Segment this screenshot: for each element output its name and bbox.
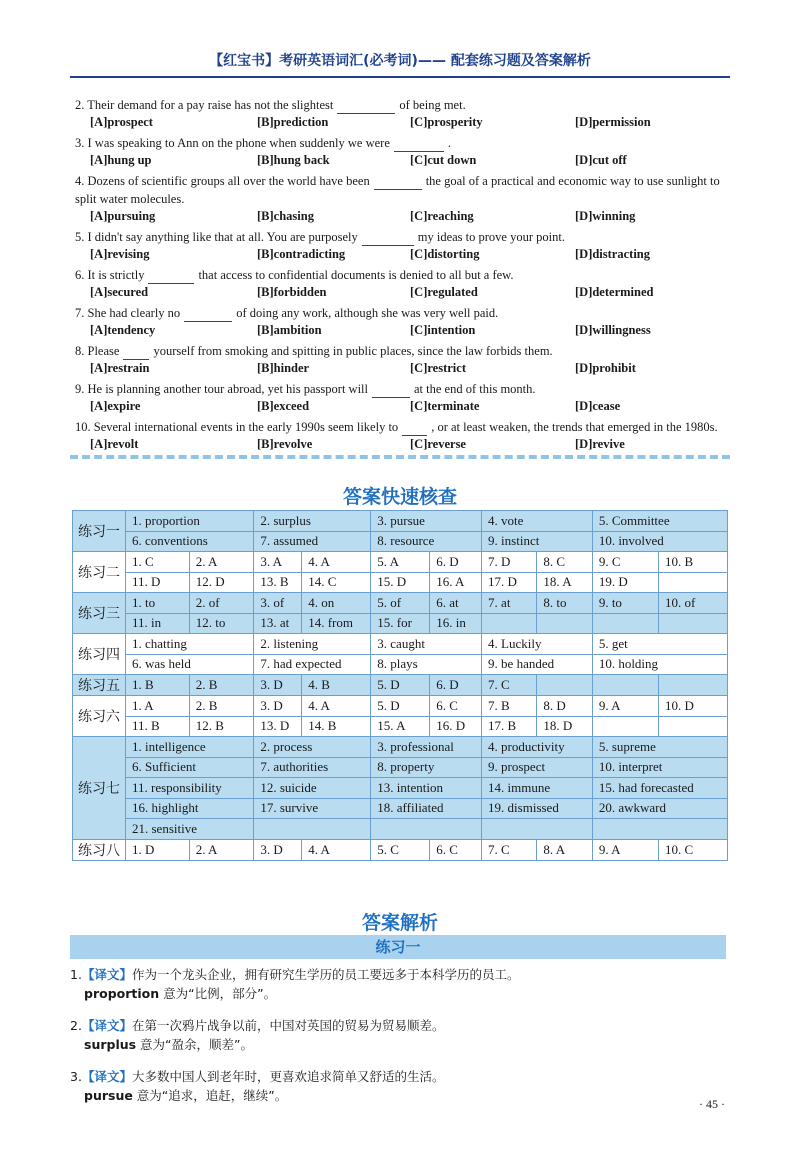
answer-cell: 9. be handed bbox=[482, 654, 593, 675]
answer-row bbox=[73, 675, 728, 696]
stem-text: , or at least weaken, the trends that emerged in the 1980s. bbox=[431, 420, 718, 434]
analysis-title: 答案解析 bbox=[361, 912, 438, 934]
stem-text: at the end of this month. bbox=[414, 382, 536, 396]
answer-cell: 17. B bbox=[482, 716, 537, 737]
answer-cell: 13. at bbox=[254, 613, 302, 634]
answer-row bbox=[73, 757, 728, 778]
option-a: [A]revising bbox=[90, 247, 150, 261]
stem-text: my ideas to prove your point. bbox=[417, 230, 565, 244]
answer-cell: 5. supreme bbox=[592, 737, 727, 758]
question-stem bbox=[75, 380, 735, 398]
answer-cell: 6. D bbox=[430, 552, 482, 573]
answer-cell: 6. C bbox=[430, 696, 482, 717]
item-number: 2. bbox=[70, 1018, 82, 1033]
stem-text: of being met. bbox=[399, 98, 466, 112]
option-b: [B]revolve bbox=[257, 437, 313, 451]
answer-cell: 10. interpret bbox=[592, 757, 727, 778]
answer-blank bbox=[337, 100, 395, 114]
answer-cell bbox=[254, 819, 371, 840]
option-row bbox=[75, 114, 735, 133]
answer-cell: 16. A bbox=[430, 572, 482, 593]
option-c: [C]prosperity bbox=[410, 115, 483, 129]
option-d: [D]cut off bbox=[575, 153, 627, 167]
answer-cell: 15. for bbox=[371, 613, 430, 634]
option-a: [A]tendency bbox=[90, 323, 156, 337]
answer-cell: 10. B bbox=[659, 552, 728, 573]
answer-cell: 6. was held bbox=[126, 654, 254, 675]
answer-cell bbox=[482, 613, 537, 634]
vocab-meaning: 意为“追求，追赶，继续”。 bbox=[132, 1088, 288, 1103]
answer-cell: 4. vote bbox=[482, 511, 593, 532]
answer-cell: 4. productivity bbox=[482, 737, 593, 758]
exercise-label: 练习五 bbox=[73, 675, 126, 696]
answer-cell: 16. in bbox=[430, 613, 482, 634]
question-item bbox=[75, 342, 735, 379]
answer-cell: 2. B bbox=[189, 696, 254, 717]
option-d: [D]willingness bbox=[575, 323, 651, 337]
answer-cell: 1. intelligence bbox=[126, 737, 254, 758]
option-row bbox=[75, 246, 735, 265]
answer-cell bbox=[592, 675, 658, 696]
option-c: [C]restrict bbox=[410, 361, 466, 375]
answer-cell: 12. B bbox=[189, 716, 254, 737]
answer-cell: 1. chatting bbox=[126, 634, 254, 655]
answer-table bbox=[72, 510, 728, 861]
answer-cell: 2. listening bbox=[254, 634, 371, 655]
option-a: [A]expire bbox=[90, 399, 141, 413]
translation-line bbox=[70, 1067, 730, 1086]
answer-cell: 3. A bbox=[254, 552, 302, 573]
answer-row bbox=[73, 511, 728, 532]
exercise-label: 练习七 bbox=[73, 737, 126, 840]
answer-cell: 4. A bbox=[302, 696, 371, 717]
exercise-label: 练习三 bbox=[73, 593, 126, 634]
answer-cell: 9. A bbox=[592, 839, 658, 860]
answer-cell: 13. B bbox=[254, 572, 302, 593]
answer-cell: 3. of bbox=[254, 593, 302, 614]
answer-cell: 4. A bbox=[302, 839, 371, 860]
answer-cell bbox=[537, 613, 592, 634]
exercise-label: 练习六 bbox=[73, 696, 126, 737]
option-a: [A]secured bbox=[90, 285, 149, 299]
answer-cell: 9. to bbox=[592, 593, 658, 614]
option-row bbox=[75, 436, 735, 455]
vocab-word: pursue bbox=[84, 1088, 133, 1103]
answer-cell: 3. D bbox=[254, 696, 302, 717]
question-item bbox=[75, 96, 735, 133]
answer-cell: 2. process bbox=[254, 737, 371, 758]
answer-cell: 8. to bbox=[537, 593, 592, 614]
stem-text: 2. Their demand for a pay raise has not the slightest bbox=[75, 98, 334, 112]
answer-cell: 7. at bbox=[482, 593, 537, 614]
exercise-label: 练习一 bbox=[73, 511, 126, 552]
answer-cell: 17. survive bbox=[254, 798, 371, 819]
answer-cell: 3. professional bbox=[371, 737, 482, 758]
translation-line bbox=[70, 1016, 730, 1035]
question-item bbox=[75, 172, 735, 227]
question-stem bbox=[75, 134, 735, 152]
answer-row bbox=[73, 696, 728, 717]
answer-cell: 3. D bbox=[254, 839, 302, 860]
answer-cell: 11. in bbox=[126, 613, 190, 634]
answer-blank bbox=[372, 384, 410, 398]
answer-cell: 2. B bbox=[189, 675, 254, 696]
answer-cell: 8. resource bbox=[371, 531, 482, 552]
answer-cell: 2. A bbox=[189, 552, 254, 573]
question-item bbox=[75, 418, 735, 455]
vocab-word: proportion bbox=[84, 986, 160, 1001]
meaning-line bbox=[70, 1086, 730, 1105]
item-number: 1. bbox=[70, 967, 82, 982]
answer-cell: 8. property bbox=[371, 757, 482, 778]
answer-cell: 10. of bbox=[659, 593, 728, 614]
question-stem bbox=[75, 228, 735, 246]
answer-cell: 9. C bbox=[592, 552, 658, 573]
answer-row bbox=[73, 798, 728, 819]
option-a: [A]hung up bbox=[90, 153, 152, 167]
question-stem bbox=[75, 304, 735, 322]
vocab-meaning: 意为“比例，部分”。 bbox=[159, 986, 277, 1001]
answer-cell: 13. intention bbox=[371, 778, 482, 799]
answer-cell: 16. D bbox=[430, 716, 482, 737]
answer-cell bbox=[592, 613, 658, 634]
answer-cell: 7. C bbox=[482, 675, 537, 696]
answer-cell: 6. conventions bbox=[126, 531, 254, 552]
dashed-divider bbox=[70, 455, 730, 459]
answer-cell: 12. suicide bbox=[254, 778, 371, 799]
answer-cell: 10. involved bbox=[592, 531, 727, 552]
answer-cell: 3. D bbox=[254, 675, 302, 696]
answer-cell: 5. D bbox=[371, 696, 430, 717]
meaning-line bbox=[70, 1035, 730, 1054]
option-row bbox=[75, 360, 735, 379]
answer-row bbox=[73, 634, 728, 655]
answer-cell: 5. Committee bbox=[592, 511, 727, 532]
exercise-label: 练习四 bbox=[73, 634, 126, 675]
answer-cell: 14. B bbox=[302, 716, 371, 737]
answer-cell bbox=[371, 819, 482, 840]
answer-cell: 14. from bbox=[302, 613, 371, 634]
option-b: [B]forbidden bbox=[257, 285, 327, 299]
translation-tag: 【译文】 bbox=[81, 967, 132, 982]
option-b: [B]ambition bbox=[257, 323, 322, 337]
answer-cell: 6. Sufficient bbox=[126, 757, 254, 778]
answer-blank bbox=[394, 138, 444, 152]
answer-row bbox=[73, 737, 728, 758]
answer-row bbox=[73, 839, 728, 860]
answer-cell: 5. get bbox=[592, 634, 727, 655]
answer-cell: 4. A bbox=[302, 552, 371, 573]
answer-cell: 16. highlight bbox=[126, 798, 254, 819]
answer-cell bbox=[537, 675, 592, 696]
answer-cell: 7. C bbox=[482, 839, 537, 860]
translation-text: 在第一次鸦片战争以前，中国对英国的贸易为贸易顺差。 bbox=[131, 1018, 445, 1033]
answer-cell bbox=[482, 819, 593, 840]
translation-text: 作为一个龙头企业，拥有研究生学历的员工要远多于本科学历的员工。 bbox=[131, 967, 520, 982]
answer-cell: 8. A bbox=[537, 839, 592, 860]
answer-cell: 5. A bbox=[371, 552, 430, 573]
question-item bbox=[75, 228, 735, 265]
answer-cell bbox=[659, 613, 728, 634]
answer-blank bbox=[374, 176, 422, 190]
stem-text: 6. It is strictly bbox=[75, 268, 145, 282]
question-item bbox=[75, 380, 735, 417]
answer-cell: 14. immune bbox=[482, 778, 593, 799]
analysis-item bbox=[70, 1067, 730, 1105]
question-stem bbox=[75, 342, 735, 360]
option-b: [B]prediction bbox=[257, 115, 329, 129]
translation-tag: 【译文】 bbox=[81, 1069, 132, 1084]
answer-row bbox=[73, 613, 728, 634]
answer-cell: 7. D bbox=[482, 552, 537, 573]
analysis-item bbox=[70, 965, 730, 1003]
stem-text: . bbox=[447, 136, 451, 150]
answer-cell: 5. C bbox=[371, 839, 430, 860]
analysis-item bbox=[70, 1016, 730, 1054]
question-stem bbox=[75, 266, 735, 284]
option-d: [D]cease bbox=[575, 399, 621, 413]
answer-cell: 8. C bbox=[537, 552, 592, 573]
answer-blank bbox=[402, 422, 427, 436]
answer-cell: 9. instinct bbox=[482, 531, 593, 552]
vocab-word: surplus bbox=[84, 1037, 137, 1052]
answer-cell: 10. C bbox=[659, 839, 728, 860]
answer-cell: 19. D bbox=[592, 572, 658, 593]
translation-line bbox=[70, 965, 730, 984]
answer-cell: 6. at bbox=[430, 593, 482, 614]
question-item bbox=[75, 134, 735, 171]
stem-text: yourself from smoking and spitting in public places, since the law forbids them. bbox=[153, 344, 553, 358]
option-d: [D]revive bbox=[575, 437, 625, 451]
answer-cell: 18. affiliated bbox=[371, 798, 482, 819]
stem-text: 7. She had clearly no bbox=[75, 306, 181, 320]
option-c: [C]regulated bbox=[410, 285, 478, 299]
answer-blank bbox=[362, 232, 414, 246]
stem-text: the goal of a practical and economic way to use sunlight to split water molecules. bbox=[75, 174, 720, 206]
option-a: [A]revolt bbox=[90, 437, 139, 451]
answer-row bbox=[73, 778, 728, 799]
stem-text: 8. Please bbox=[75, 344, 120, 358]
option-d: [D]determined bbox=[575, 285, 654, 299]
answer-blank bbox=[148, 270, 194, 284]
answer-cell: 5. D bbox=[371, 675, 430, 696]
question-item bbox=[75, 304, 735, 341]
option-row bbox=[75, 322, 735, 341]
answer-cell: 5. of bbox=[371, 593, 430, 614]
answer-cell: 21. sensitive bbox=[126, 819, 254, 840]
option-c: [C]cut down bbox=[410, 153, 477, 167]
answer-cell: 13. D bbox=[254, 716, 302, 737]
answer-cell: 9. A bbox=[592, 696, 658, 717]
option-row bbox=[75, 284, 735, 303]
header-rule bbox=[70, 76, 730, 78]
question-stem bbox=[75, 96, 735, 114]
answer-cell: 4. B bbox=[302, 675, 371, 696]
exercise-label: 练习八 bbox=[73, 839, 126, 860]
option-a: [A]prospect bbox=[90, 115, 153, 129]
answer-cell: 6. D bbox=[430, 675, 482, 696]
answer-cell: 2. A bbox=[189, 839, 254, 860]
answer-cell: 14. C bbox=[302, 572, 371, 593]
answer-cell: 10. D bbox=[659, 696, 728, 717]
option-c: [C]intention bbox=[410, 323, 476, 337]
option-d: [D]prohibit bbox=[575, 361, 636, 375]
option-b: [B]exceed bbox=[257, 399, 310, 413]
answer-cell: 7. assumed bbox=[254, 531, 371, 552]
answer-cell: 18. D bbox=[537, 716, 592, 737]
answer-cell bbox=[659, 572, 728, 593]
answer-cell: 7. authorities bbox=[254, 757, 371, 778]
answer-cell: 1. A bbox=[126, 696, 190, 717]
answer-cell: 19. dismissed bbox=[482, 798, 593, 819]
answer-cell: 2. of bbox=[189, 593, 254, 614]
answer-row bbox=[73, 716, 728, 737]
stem-text: 10. Several international events in the early 1990s seem likely to bbox=[75, 420, 399, 434]
option-row bbox=[75, 208, 735, 227]
option-b: [B]hung back bbox=[257, 153, 330, 167]
answer-cell bbox=[659, 716, 728, 737]
option-d: [D]permission bbox=[575, 115, 651, 129]
running-header: 【红宝书】考研英语词汇(必考词)—— 配套练习题及答案解析 bbox=[209, 53, 591, 69]
answer-row bbox=[73, 654, 728, 675]
answer-cell: 1. B bbox=[126, 675, 190, 696]
stem-text: 9. He is planning another tour abroad, yet his passport will bbox=[75, 382, 368, 396]
option-d: [D]distracting bbox=[575, 247, 650, 261]
answer-cell: 20. awkward bbox=[592, 798, 727, 819]
answer-blank bbox=[184, 308, 232, 322]
exercise-label: 练习二 bbox=[73, 552, 126, 593]
analysis-list bbox=[70, 965, 730, 1118]
option-a: [A]restrain bbox=[90, 361, 150, 375]
answer-cell: 8. plays bbox=[371, 654, 482, 675]
answer-row bbox=[73, 552, 728, 573]
answers-title: 答案快速核查 bbox=[342, 486, 457, 508]
answer-row bbox=[73, 593, 728, 614]
analysis-section-band: 练习一 bbox=[70, 935, 726, 959]
answer-cell bbox=[659, 675, 728, 696]
answer-cell: 9. prospect bbox=[482, 757, 593, 778]
answer-cell: 1. proportion bbox=[126, 511, 254, 532]
question-stem bbox=[75, 172, 735, 208]
question-list bbox=[75, 95, 735, 455]
stem-text: of doing any work, although she was very well paid. bbox=[236, 306, 499, 320]
answer-blank bbox=[123, 346, 149, 360]
answer-cell: 11. responsibility bbox=[126, 778, 254, 799]
option-row bbox=[75, 398, 735, 417]
translation-tag: 【译文】 bbox=[81, 1018, 132, 1033]
answer-cell bbox=[592, 716, 658, 737]
answer-cell: 3. caught bbox=[371, 634, 482, 655]
question-item bbox=[75, 266, 735, 303]
item-number: 3. bbox=[70, 1069, 82, 1084]
stem-text: that access to confidential documents is denied to all but a few. bbox=[198, 268, 514, 282]
option-d: [D]winning bbox=[575, 209, 636, 223]
answer-cell: 7. B bbox=[482, 696, 537, 717]
option-c: [C]reverse bbox=[410, 437, 466, 451]
answer-cell: 11. D bbox=[126, 572, 190, 593]
answer-row bbox=[73, 531, 728, 552]
option-c: [C]terminate bbox=[410, 399, 480, 413]
option-b: [B]chasing bbox=[257, 209, 314, 223]
answer-cell: 12. D bbox=[189, 572, 254, 593]
answer-cell: 15. A bbox=[371, 716, 430, 737]
answer-cell: 11. B bbox=[126, 716, 190, 737]
option-c: [C]distorting bbox=[410, 247, 480, 261]
answer-cell: 4. Luckily bbox=[482, 634, 593, 655]
translation-text: 大多数中国人到老年时，更喜欢追求简单又舒适的生活。 bbox=[131, 1069, 445, 1084]
meaning-line bbox=[70, 984, 730, 1003]
page-number: · 45 · bbox=[699, 1097, 725, 1111]
answer-cell: 15. had forecasted bbox=[592, 778, 727, 799]
stem-text: 4. Dozens of scientific groups all over the world have been bbox=[75, 174, 370, 188]
option-b: [B]hinder bbox=[257, 361, 310, 375]
stem-text: 3. I was speaking to Ann on the phone when suddenly we were bbox=[75, 136, 390, 150]
option-row bbox=[75, 152, 735, 171]
question-stem bbox=[75, 418, 735, 436]
option-b: [B]contradicting bbox=[257, 247, 346, 261]
answer-cell: 8. D bbox=[537, 696, 592, 717]
answer-cell: 15. D bbox=[371, 572, 430, 593]
answer-row bbox=[73, 819, 728, 840]
answer-cell: 12. to bbox=[189, 613, 254, 634]
answer-cell: 6. C bbox=[430, 839, 482, 860]
answer-cell: 4. on bbox=[302, 593, 371, 614]
vocab-meaning: 意为“盈余，顺差”。 bbox=[136, 1037, 254, 1052]
answer-cell: 1. D bbox=[126, 839, 190, 860]
answer-cell: 17. D bbox=[482, 572, 537, 593]
answer-cell: 10. holding bbox=[592, 654, 727, 675]
answer-cell: 7. had expected bbox=[254, 654, 371, 675]
answer-cell bbox=[592, 819, 727, 840]
answer-cell: 1. C bbox=[126, 552, 190, 573]
answer-cell: 3. pursue bbox=[371, 511, 482, 532]
answer-cell: 18. A bbox=[537, 572, 592, 593]
answer-row bbox=[73, 572, 728, 593]
option-c: [C]reaching bbox=[410, 209, 474, 223]
answer-cell: 1. to bbox=[126, 593, 190, 614]
stem-text: 5. I didn't say anything like that at all. You are purposely bbox=[75, 230, 358, 244]
answer-cell: 2. surplus bbox=[254, 511, 371, 532]
option-a: [A]pursuing bbox=[90, 209, 156, 223]
